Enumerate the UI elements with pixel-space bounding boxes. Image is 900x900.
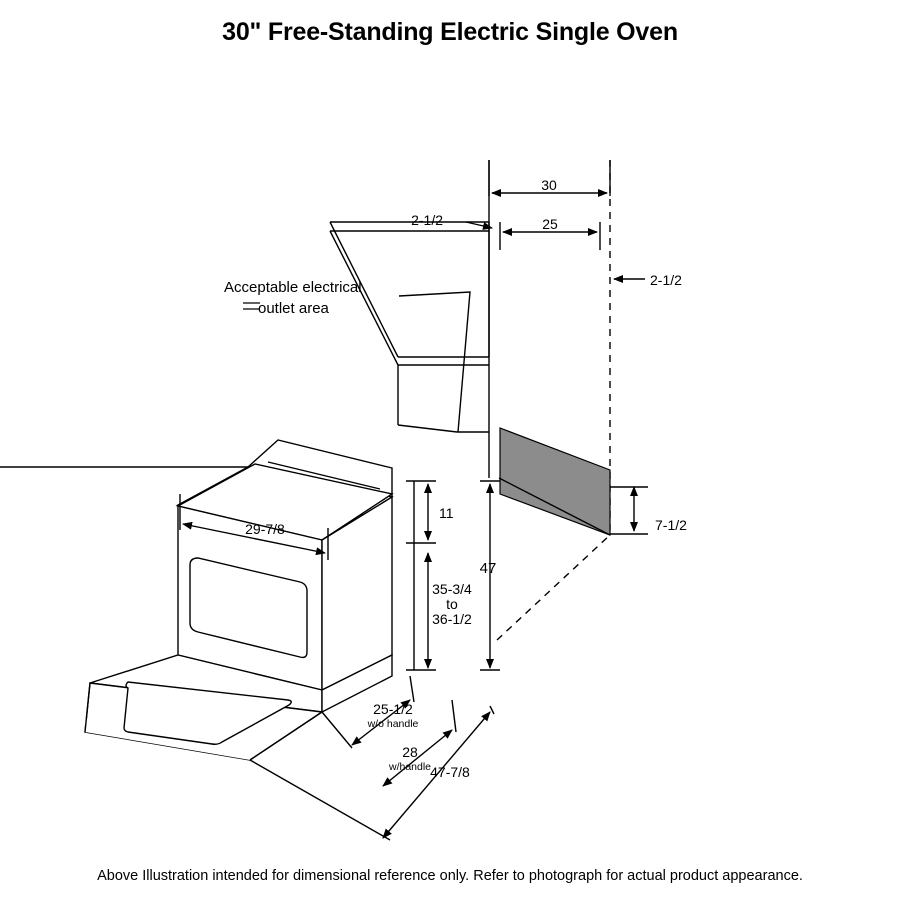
- floor-diagonal-dashed: [497, 535, 610, 640]
- range-body: [0, 440, 392, 760]
- acceptable-outlet-area-shape: [500, 428, 610, 535]
- dim-label-25-1-2: 25-1/2: [373, 701, 413, 717]
- outlet-leader-line: [399, 292, 470, 432]
- dim-2-1-2-left: [466, 222, 492, 228]
- overhead-cabinet: [330, 222, 489, 432]
- outlet-area-label-line2: outlet area: [258, 300, 329, 317]
- dim-label-35-3-4: 35-3/4: [432, 581, 472, 597]
- outlet-area-label-line1: Acceptable electrical: [224, 279, 362, 296]
- dim-label-28: 28: [402, 744, 418, 760]
- page-title: 30" Free-Standing Electric Single Oven: [222, 18, 678, 46]
- dim-label-47: 47: [479, 560, 497, 577]
- dim-label-30: 30: [541, 177, 557, 193]
- dim-note-w-handle: w/handle: [388, 761, 432, 773]
- footnote: Above Illustration intended for dimensional reference only. Refer to photograph for actual product appearance.: [97, 868, 803, 884]
- dim-label-outlet-height: 7-1/2: [655, 517, 687, 533]
- dim-label-47-7-8: 47-7/8: [430, 764, 470, 780]
- dim-note-wo-handle: w/o handle: [367, 718, 419, 730]
- dim-label-to: to: [446, 596, 458, 612]
- dim-label-left-offset: 2-1/2: [411, 212, 443, 228]
- dim-11: [406, 481, 436, 545]
- dim-label-cooktop-height-group: [432, 581, 472, 627]
- dim-7-1-2: [610, 487, 648, 534]
- dim-label-25: 25: [542, 216, 558, 232]
- dim-label-36-1-2: 36-1/2: [432, 611, 472, 627]
- dim-cooktop-height: [406, 545, 436, 670]
- dim-label-right-offset: 2-1/2: [650, 272, 682, 288]
- dim-label-29-7-8: 29-7/8: [245, 521, 285, 537]
- dim-label-11: 11: [439, 505, 454, 521]
